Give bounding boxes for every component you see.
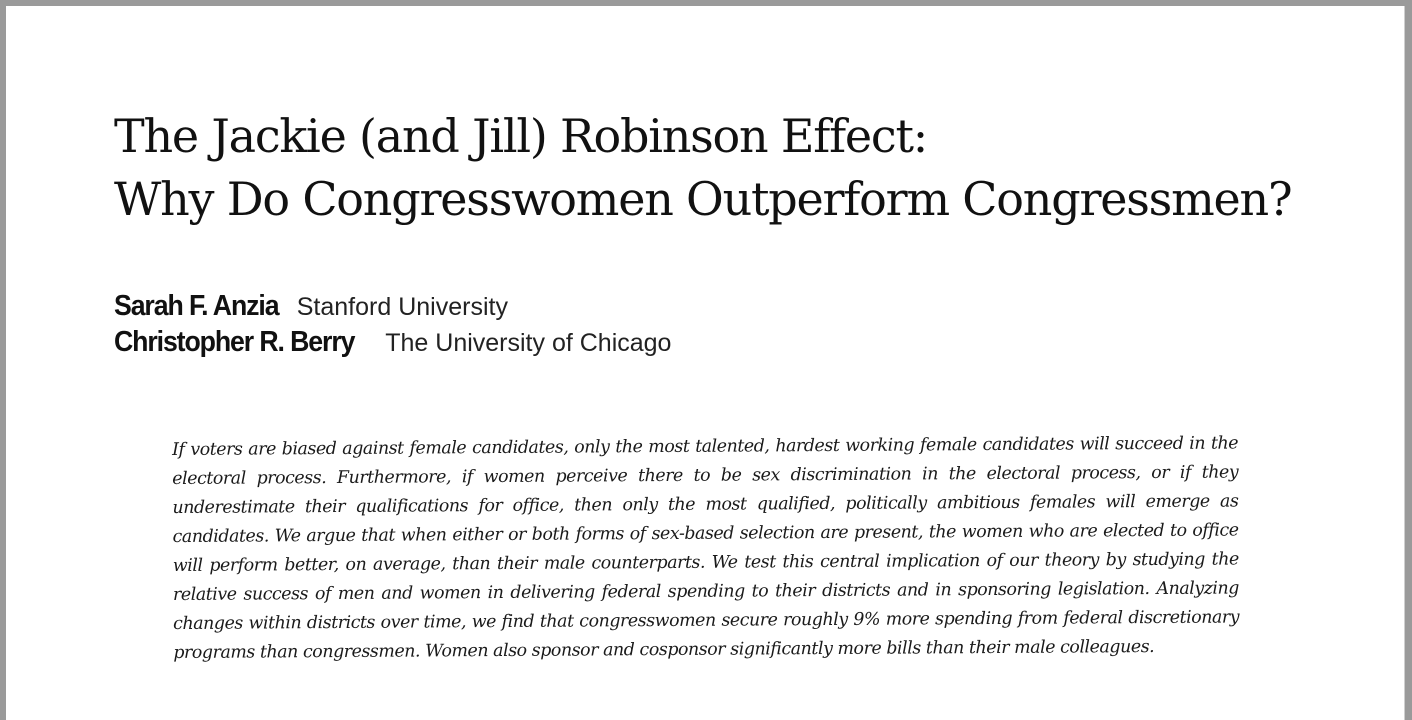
title-line-2: Why Do Congresswomen Outperform Congressmen? <box>114 172 1292 226</box>
author-name: Christopher R. Berry <box>114 326 355 358</box>
author-affiliation: The University of Chicago <box>385 329 672 357</box>
author-list <box>114 290 671 362</box>
paper-title <box>114 105 1291 231</box>
author-entry <box>114 326 671 362</box>
author-name: Sarah F. Anzia <box>114 290 279 322</box>
paper-page <box>6 6 1404 720</box>
author-entry <box>114 290 671 326</box>
author-affiliation: Stanford University <box>296 293 508 321</box>
abstract-paragraph: If voters are biased against female candidates, only the most talented, hardest working female candidates will succeed in the electoral process. Furthermore, if women perceive there to be sex discrimination in the electoral process, or if they underestimate their qualifications for office, then only the most qualified, politically ambitious females will emerge as candidates. We argue that when either or both forms of sex-based selection are present, the women who are elected to office will perform better, on average, than their male counterparts. We test this central implication of our theory by studying the relative success of men and women in delivering federal spending to their districts and in sponsoring legislation. Analyzing changes within districts over time, we find that congresswomen secure roughly 9% more spending from federal discretionary programs than congressmen. Women also sponsor and cosponsor significantly more bills than their male colleagues. <box>172 433 1240 663</box>
title-line-1: The Jackie (and Jill) Robinson Effect: <box>114 109 928 163</box>
